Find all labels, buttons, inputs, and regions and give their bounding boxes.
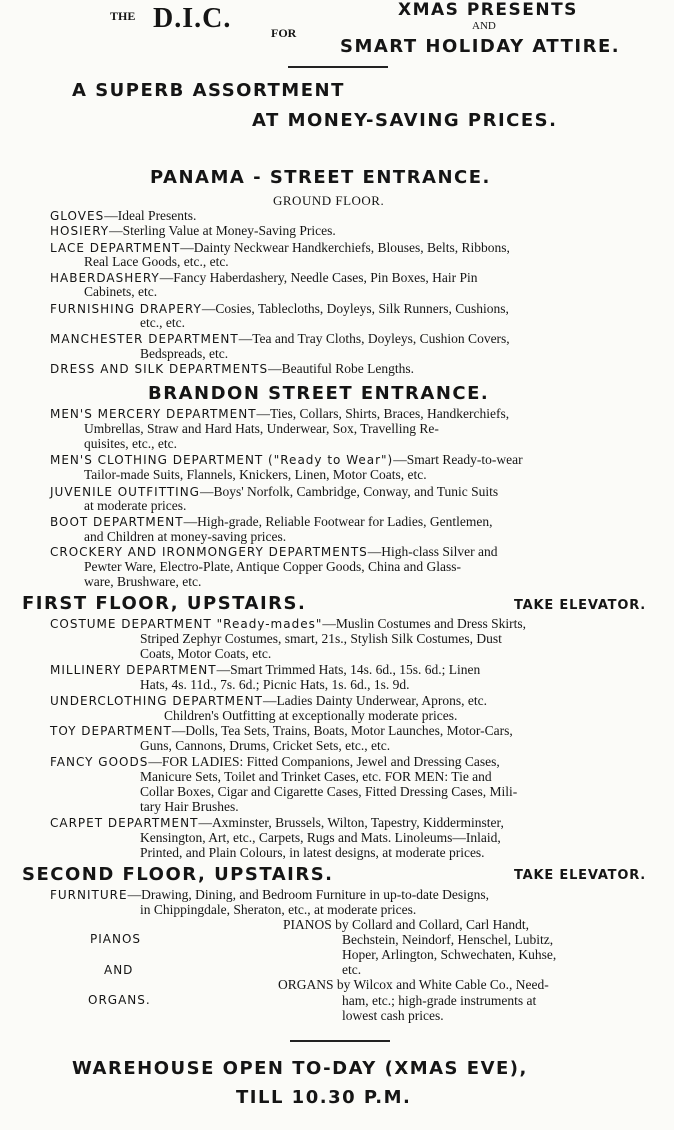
intro-line-2: AT MONEY-SAVING PRICES. (252, 110, 558, 131)
first-floor-heading: FIRST FLOOR, UPSTAIRS. (22, 593, 307, 614)
list-item: MANCHESTER DEPARTMENT—Tea and Tray Cloths, Doyleys, Cushion Covers, (50, 331, 510, 346)
footer-rule (290, 1040, 390, 1042)
dept-name: FANCY GOODS (50, 755, 149, 769)
dept-name: HOSIERY (50, 224, 110, 238)
list-item: HOSIERY—Sterling Value at Money-Saving Prices. (50, 223, 336, 238)
footer-line-1: WAREHOUSE OPEN TO-DAY (XMAS EVE), (72, 1058, 528, 1079)
header-rule (288, 66, 388, 68)
organs-line: lowest cash prices. (342, 1008, 444, 1023)
dept-name: GLOVES (50, 209, 105, 223)
dept-name: MEN'S CLOTHING DEPARTMENT ("Ready to Wear") (50, 453, 394, 467)
list-item: DRESS AND SILK DEPARTMENTS—Beautiful Robe Lengths. (50, 361, 414, 376)
organs-line: ham, etc.; high-grade instruments at (342, 993, 537, 1008)
brandon-heading: BRANDON STREET ENTRANCE. (148, 383, 490, 404)
header-for: FOR (271, 26, 297, 40)
ground-floor-subheading: GROUND FLOOR. (273, 193, 385, 208)
pianos-line: Hoper, Arlington, Schwechaten, Kuhse, (342, 947, 557, 962)
label-and: AND (104, 963, 134, 977)
pianos-line: etc. (342, 962, 362, 977)
pianos-line: Bechstein, Neindorf, Henschel, Lubitz, (342, 932, 554, 947)
dept-name: HABERDASHERY (50, 271, 160, 285)
dept-name: MANCHESTER DEPARTMENT (50, 332, 239, 346)
intro-line-1: A SUPERB ASSORTMENT (72, 80, 345, 101)
list-item: FANCY GOODS—FOR LADIES: Fitted Companions, Jewel and Dressing Cases, (50, 754, 500, 769)
dept-name: CROCKERY AND IRONMONGERY DEPARTMENTS (50, 545, 368, 559)
dept-name: MILLINERY DEPARTMENT (50, 663, 217, 677)
dept-name: MEN'S MERCERY DEPARTMENT (50, 407, 257, 421)
header-and: AND (472, 20, 496, 32)
list-item: JUVENILE OUTFITTING—Boys' Norfolk, Cambridge, Conway, and Tunic Suits (50, 484, 499, 499)
list-item: CARPET DEPARTMENT—Axminster, Brussels, Wilton, Tapestry, Kidderminster, (50, 815, 504, 830)
dept-name: FURNITURE (50, 888, 128, 902)
list-item: MEN'S CLOTHING DEPARTMENT ("Ready to Wear")—Smart Ready-to-wear (50, 452, 523, 467)
label-organs: ORGANS. (88, 993, 151, 1007)
dept-name: COSTUME DEPARTMENT "Ready-mades" (50, 617, 323, 631)
list-item: LACE DEPARTMENT—Dainty Neckwear Handkerchiefs, Blouses, Belts, Ribbons, (50, 240, 510, 255)
dept-name: UNDERCLOTHING DEPARTMENT (50, 694, 263, 708)
panama-heading: PANAMA - STREET ENTRANCE. (150, 167, 491, 188)
header-the: THE (110, 9, 136, 23)
list-item: FURNITURE—Drawing, Dining, and Bedroom Furniture in up-to-date Designs, (50, 887, 490, 902)
list-item: MEN'S MERCERY DEPARTMENT—Ties, Collars, Shirts, Braces, Handkerchiefs, (50, 406, 510, 421)
list-item: MILLINERY DEPARTMENT—Smart Trimmed Hats, 14s. 6d., 15s. 6d.; Linen (50, 662, 481, 677)
header-dic: D.I.C. (153, 3, 232, 34)
list-item: CROCKERY AND IRONMONGERY DEPARTMENTS—High-class Silver and (50, 544, 498, 559)
list-item: COSTUME DEPARTMENT "Ready-mades"—Muslin Costumes and Dress Skirts, (50, 616, 527, 631)
list-item: HABERDASHERY—Fancy Haberdashery, Needle Cases, Pin Boxes, Hair Pin (50, 270, 478, 285)
label-pianos: PIANOS (90, 932, 142, 946)
second-floor-elevator: TAKE ELEVATOR. (514, 868, 646, 883)
list-item: FURNISHING DRAPERY—Cosies, Tablecloths, Doyleys, Silk Runners, Cushions, (50, 301, 509, 316)
dept-name: LACE DEPARTMENT (50, 241, 181, 255)
list-item: BOOT DEPARTMENT—High-grade, Reliable Footwear for Ladies, Gentlemen, (50, 514, 493, 529)
dept-name: JUVENILE OUTFITTING (50, 485, 200, 499)
pianos-line: PIANOS by Collard and Collard, Carl Handt, (283, 917, 529, 932)
footer-line-2: TILL 10.30 P.M. (236, 1087, 412, 1108)
dept-name: TOY DEPARTMENT (50, 724, 172, 738)
second-floor-heading: SECOND FLOOR, UPSTAIRS. (22, 864, 334, 885)
list-item: UNDERCLOTHING DEPARTMENT—Ladies Dainty Underwear, Aprons, etc. (50, 693, 487, 708)
list-item: TOY DEPARTMENT—Dolls, Tea Sets, Trains, Boats, Motor Launches, Motor-Cars, (50, 723, 513, 738)
list-item: GLOVES—Ideal Presents. (50, 208, 197, 223)
dept-name: CARPET DEPARTMENT (50, 816, 199, 830)
header-xmas-presents: XMAS PRESENTS (398, 0, 578, 20)
first-floor-elevator: TAKE ELEVATOR. (514, 598, 646, 613)
organs-line: ORGANS by Wilcox and White Cable Co., Need- (278, 977, 549, 992)
header-holiday-attire: SMART HOLIDAY ATTIRE. (340, 36, 621, 57)
dept-name: DRESS AND SILK DEPARTMENTS (50, 362, 269, 376)
dept-name: FURNISHING DRAPERY (50, 302, 202, 316)
dept-name: BOOT DEPARTMENT (50, 515, 184, 529)
